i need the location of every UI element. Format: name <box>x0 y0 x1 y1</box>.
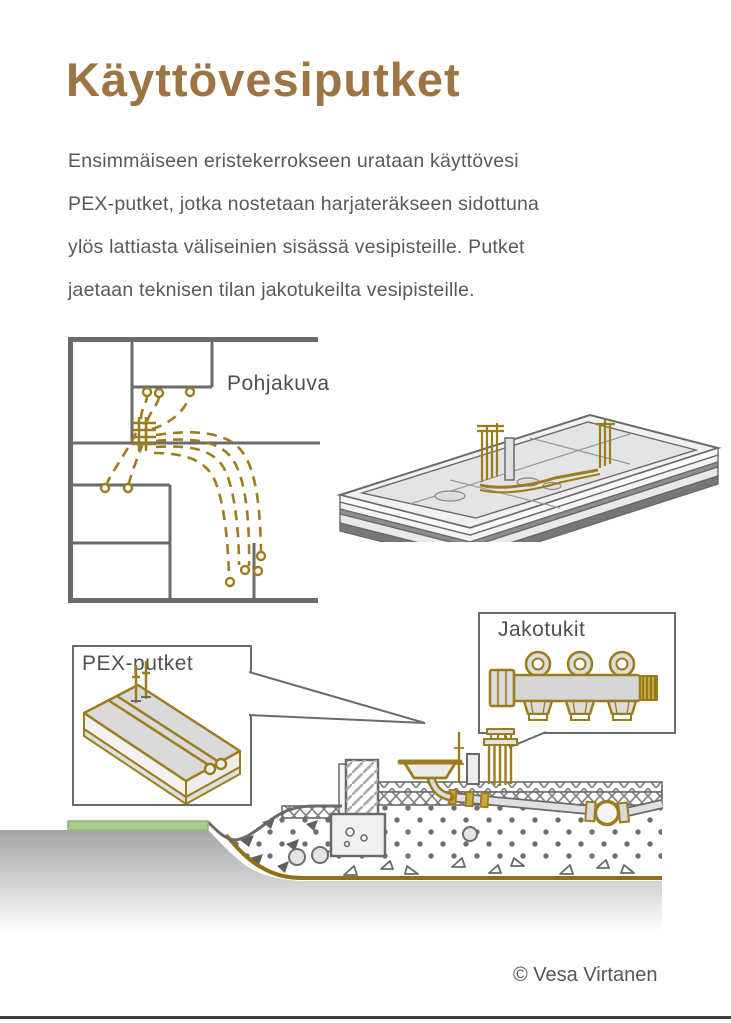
body-line: PEX-putket, jotka nostetaan harjateräkseen sidottuna <box>68 193 540 215</box>
copyright-text: © Vesa Virtanen <box>513 964 658 986</box>
manifold-callout-label: Jakotukit <box>498 618 586 641</box>
body-line: Ensimmäiseen eristekerrokseen urataan käyttövesi <box>68 150 519 172</box>
pex-callout-label: PEX-putket <box>82 652 194 675</box>
floor-plan-pipe-routes <box>101 388 265 586</box>
pex-bundle-riser <box>484 729 517 786</box>
ball-valve <box>585 802 629 825</box>
page-bottom-rule <box>0 1016 731 1019</box>
body-line: jaetaan teknisen tilan jakotukeilta vesipisteille. <box>68 279 475 301</box>
manifold-end-nut <box>490 670 514 706</box>
cross-section-figure <box>0 718 731 943</box>
manifold-callout-box <box>478 612 676 734</box>
isometric-slab-figure <box>330 390 722 542</box>
body-paragraph <box>68 140 688 312</box>
grass-strip <box>68 821 208 830</box>
riser-pipes <box>454 729 517 786</box>
manifold-eyelets <box>526 652 634 676</box>
manifold-threaded-end <box>640 676 657 700</box>
foundation-wall <box>331 760 385 856</box>
body-line: ylös lattiasta väliseinien sisässä vesipisteille. Putket <box>68 236 525 258</box>
water-point-terminals <box>101 388 265 586</box>
floor-plan-label: Pohjakuva <box>227 372 330 395</box>
page-title: Käyttövesiputket <box>66 53 461 106</box>
